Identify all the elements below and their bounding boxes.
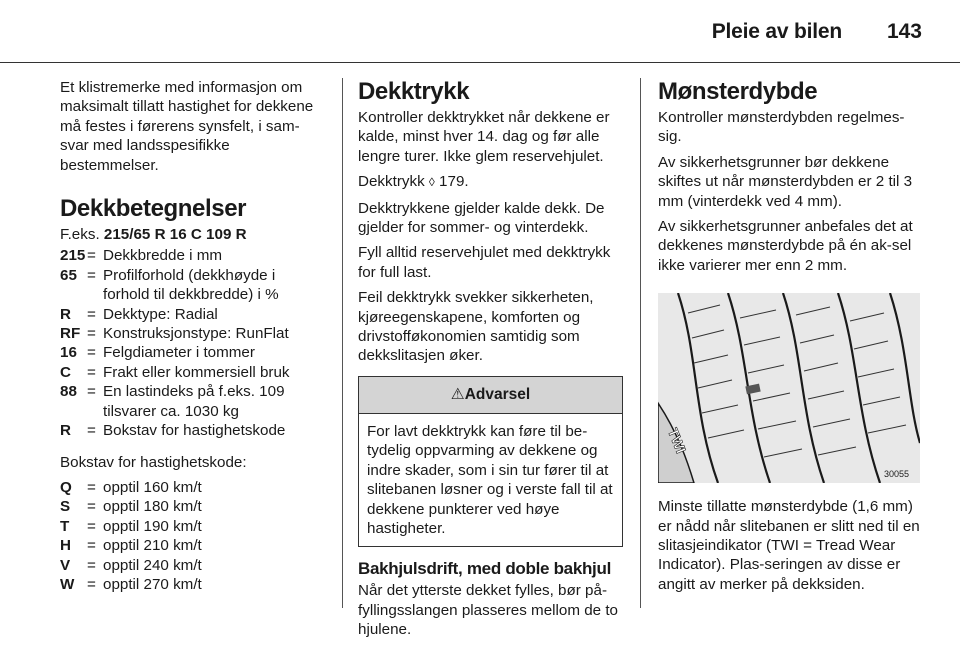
column-1 <box>60 78 325 594</box>
tyre-code-row-eq: = <box>87 344 96 362</box>
tyre-code-table <box>60 246 325 440</box>
pressure-paragraph-2 <box>358 172 623 192</box>
tread-paragraph-4: Minste tillatte mønsterdybde (1,6 mm) er nådd når slitebanen er slitt ned til en slitasjeindikator (TWI = Tread Wear Indicator). Plas-seringen av disse er angitt av merker på dekksiden. <box>658 498 920 593</box>
tyre-code-row-eq: = <box>87 383 96 401</box>
tyre-code-row-key: RF <box>60 325 81 343</box>
speed-code-row-eq: = <box>87 575 96 593</box>
speed-code-row <box>60 575 202 594</box>
speed-code-row-desc: opptil 160 km/t <box>103 478 202 496</box>
speed-code-row-desc: opptil 240 km/t <box>103 556 202 574</box>
tyre-code-row <box>60 266 325 305</box>
column-divider-1 <box>342 78 343 608</box>
speed-code-row-key: Q <box>60 478 72 496</box>
tyre-code-row-eq: = <box>87 266 96 284</box>
tyre-code-row-eq: = <box>87 325 96 343</box>
tread-paragraph-3: Av sikkerhetsgrunner anbefales det at dekkenes mønsterdybde på én ak-sel ikke varierer mer enn 2 mm. <box>658 218 913 274</box>
tyre-code-row-key: 215 <box>60 247 86 265</box>
tyre-code-row <box>60 343 325 362</box>
speed-code-row <box>60 536 202 555</box>
speed-code-row-key: V <box>60 556 71 574</box>
rear-wheel-paragraph: Når det ytterste dekket fylles, bør på-fyllingsslangen plasseres mellom de to hjulene. <box>358 582 619 639</box>
sticker-intro: Et klistremerke med informasjon om maksimalt tillatt hastighet for dekkene må festes i førerens synsfelt, i sam-svar med landsspesifikke bestemmelser. <box>60 79 314 174</box>
speed-code-heading: Bokstav for hastighetskode: <box>60 453 247 471</box>
pressure-paragraph-3: Dekktrykkene gjelder kalde dekk. De gjelder for sommer- og vinterdekk. <box>358 199 605 237</box>
tyre-code-row-desc: Dekkbredde i mm <box>103 247 223 265</box>
speed-code-row-desc: opptil 270 km/t <box>103 575 202 593</box>
example-line <box>60 225 325 244</box>
pressure-ref-page: 179. <box>434 173 469 191</box>
example-prefix: F.eks. <box>60 226 104 244</box>
pressure-paragraph-5: Feil dekktrykk svekker sikkerheten, kjøreegenskapene, komforten og drivstofføkonomien samtidig som dekkslitasjen øker. <box>358 289 594 365</box>
section-heading-tread-depth: Mønsterdybde <box>658 78 818 105</box>
speed-code-row-key: T <box>60 517 70 535</box>
warning-header <box>359 377 622 414</box>
tyre-code-row-desc: Profilforhold (dekkhøyde i forhold til dekkbredde) i % <box>103 266 279 304</box>
tyre-code-row-key: 88 <box>60 383 77 401</box>
tyre-code-row-key: 16 <box>60 344 77 362</box>
tread-paragraph-1: Kontroller mønsterdybden regelmes-sig. <box>658 109 905 146</box>
speed-code-row-eq: = <box>87 478 96 496</box>
column-divider-2 <box>640 78 641 608</box>
tyre-code-row-key: R <box>60 422 71 440</box>
tyre-code-row-key: C <box>60 363 71 381</box>
tyre-code-row-desc: Bokstav for hastighetskode <box>103 422 286 440</box>
tyre-tread-illustration <box>658 293 920 483</box>
speed-code-row-desc: opptil 210 km/t <box>103 537 202 555</box>
warning-triangle-icon: ⚠ <box>450 385 465 403</box>
warning-text: For lavt dekktrykk kan føre til be-tydelig oppvarming av dekkene og indre skader, som i sin tur fører til at slitebanen løsner og i verste fall til at dekkene punkterer ved høye hastigheter. <box>367 422 613 537</box>
speed-code-row-key: S <box>60 498 71 516</box>
tyre-code-row-eq: = <box>87 363 96 381</box>
tyre-code-row-desc: Dekktype: Radial <box>103 305 218 323</box>
tyre-code-row <box>60 305 325 324</box>
tyre-code-row-desc: Konstruksjonstype: RunFlat <box>103 325 289 343</box>
pressure-paragraph-4: Fyll alltid reservehjulet med dekktrykk for full last. <box>358 244 611 281</box>
tyre-code-row-desc: Felgdiameter i tommer <box>103 344 255 362</box>
tyre-code-row-key: R <box>60 305 71 323</box>
tyre-code-row <box>60 363 325 382</box>
page-number: 143 <box>886 20 922 43</box>
column-3 <box>658 78 923 600</box>
speed-code-row-eq: = <box>87 498 96 516</box>
tyre-code-row <box>60 382 325 421</box>
example-code: 215/65 R 16 C 109 R <box>103 226 247 244</box>
speed-code-row <box>60 556 202 575</box>
speed-code-row-key: W <box>60 575 75 593</box>
warning-title: Advarsel <box>464 385 531 403</box>
tyre-code-row <box>60 246 325 265</box>
tyre-code-row <box>60 324 325 343</box>
tyre-code-row-eq: = <box>87 422 96 440</box>
speed-code-row-eq: = <box>87 517 96 535</box>
speed-code-row-key: H <box>60 537 71 555</box>
page-title: Pleie av bilen <box>711 20 842 43</box>
tread-paragraph-2: Av sikkerhetsgrunner bør dekkene skiftes ut når mønsterdybden er 2 til 3 mm (vinterdekk ved 4 mm). <box>658 153 913 210</box>
page-header <box>0 0 960 63</box>
tyre-code-row-key: 65 <box>60 266 77 284</box>
pressure-paragraph-1: Kontroller dekktrykket når dekkene er kalde, minst hver 14. dag og før alle lengre turer. Ikke glem reservehjulet. <box>358 109 610 165</box>
tyre-code-row <box>60 421 325 440</box>
section-heading-tyre-pressure: Dekktrykk <box>358 78 470 105</box>
section-heading-tyre-designations: Dekkbetegnelser <box>60 195 247 223</box>
speed-code-row-eq: = <box>87 556 96 574</box>
tyre-code-row-desc: En lastindeks på f.eks. 109 tilsvarer ca. 1030 kg <box>103 383 285 420</box>
warning-box <box>358 376 623 547</box>
tyre-code-row-desc: Frakt eller kommersiell bruk <box>103 363 290 381</box>
section-heading-rear-wheel-drive: Bakhjulsdrift, med doble bakhjul <box>358 559 611 579</box>
speed-code-row <box>60 517 202 536</box>
tyre-code-row-eq: = <box>87 247 96 265</box>
speed-code-row-desc: opptil 180 km/t <box>103 498 202 516</box>
speed-code-row-eq: = <box>87 537 96 555</box>
speed-code-row <box>60 497 202 516</box>
speed-code-table <box>60 478 202 594</box>
pressure-ref-text: Dekktrykk <box>358 173 429 191</box>
tyre-code-row-eq: = <box>87 305 96 323</box>
speed-code-row <box>60 478 202 497</box>
speed-code-row-desc: opptil 190 km/t <box>103 517 202 535</box>
column-2 <box>358 78 623 646</box>
figure-number: 30055 <box>884 469 910 480</box>
twi-label: TWI <box>664 425 690 456</box>
reference-arrow-icon: ◊ <box>428 175 435 190</box>
